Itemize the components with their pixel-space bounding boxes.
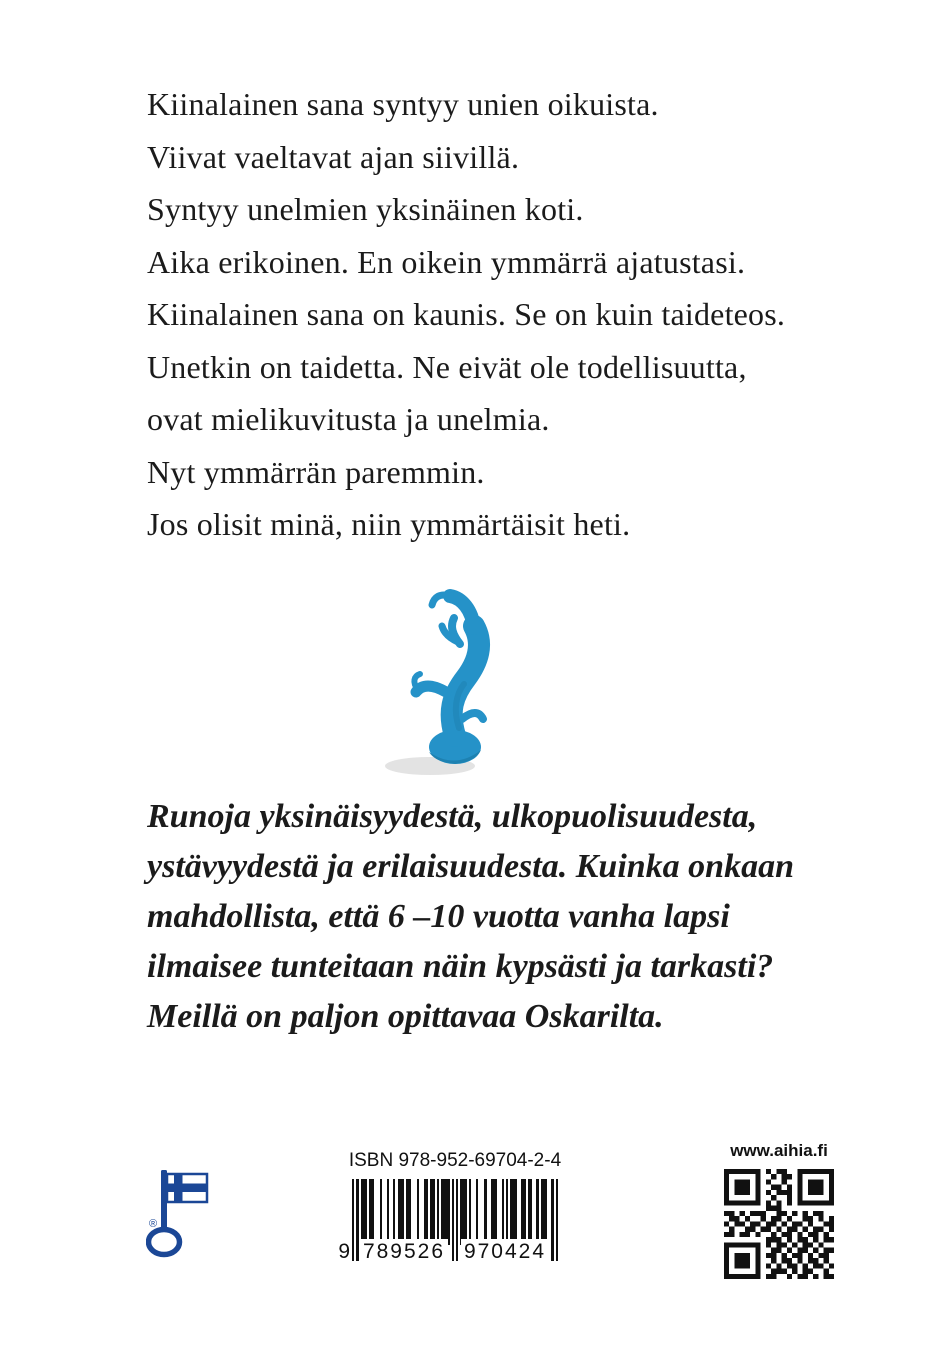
blurb-block <box>147 792 887 1042</box>
poem-line: Jos olisit minä, niin ymmärtäisit heti. <box>147 506 631 542</box>
sculpture-left-arm-tip <box>414 674 420 690</box>
blue-clay-sculpture-image <box>372 588 522 783</box>
isbn-text: ISBN 978-952-69704-2-4 <box>348 1150 562 1171</box>
poem-line: ovat mielikuvitusta ja unelmia. <box>147 401 550 437</box>
poem-line: Aika erikoinen. En oikein ymmärrä ajatustasi. <box>147 243 746 280</box>
blurb-line: mahdollista, että 6 –10 vuotta vanha lapsi <box>147 898 730 935</box>
poem-line: Syntyy unelmien yksinäinen koti. <box>147 191 584 227</box>
barcode-digits-right: 970424 <box>461 1239 549 1265</box>
poem-line: Unetkin on taidetta. Ne eivät ole todellisuutta, <box>147 348 747 385</box>
keyflag-icon <box>146 1166 210 1260</box>
sculpture-right-spike <box>462 713 483 719</box>
keyflag-logo <box>146 1166 210 1260</box>
poem-block <box>147 78 887 551</box>
poem-line: Nyt ymmärrän paremmin. <box>147 453 485 490</box>
qr-code <box>724 1169 834 1279</box>
barcode-digits-left: 789526 <box>360 1239 448 1265</box>
blurb-line: Meillä on paljon opittavaa Oskarilta. <box>147 998 664 1035</box>
poem-line: Kiinalainen sana on kaunis. Se on kuin taideteos. <box>147 296 786 332</box>
barcode-digit-first: 9 <box>334 1239 350 1265</box>
barcode-digits <box>338 1239 558 1265</box>
registered-trademark-mark: ® <box>149 1218 158 1230</box>
blurb-line: Runoja yksinäisyydestä, ulkopuolisuudesta, <box>147 798 758 835</box>
blurb-line: ilmaisee tunteitaan näin kypsästi ja tarkasti? <box>147 948 774 985</box>
poem-line: Kiinalainen sana syntyy unien oikuista. <box>147 86 659 122</box>
blurb-line: ystävyydestä ja erilaisuudesta. Kuinka onkaan <box>147 848 794 885</box>
keyflag-ring <box>149 1230 180 1255</box>
ean13-barcode <box>338 1179 558 1273</box>
finland-flag-cross-horizontal <box>167 1184 207 1193</box>
sculpture-svg <box>372 588 522 783</box>
website-url: www.aihia.fi <box>730 1141 828 1160</box>
poem-line: Viivat vaeltavat ajan siivillä. <box>147 138 520 175</box>
